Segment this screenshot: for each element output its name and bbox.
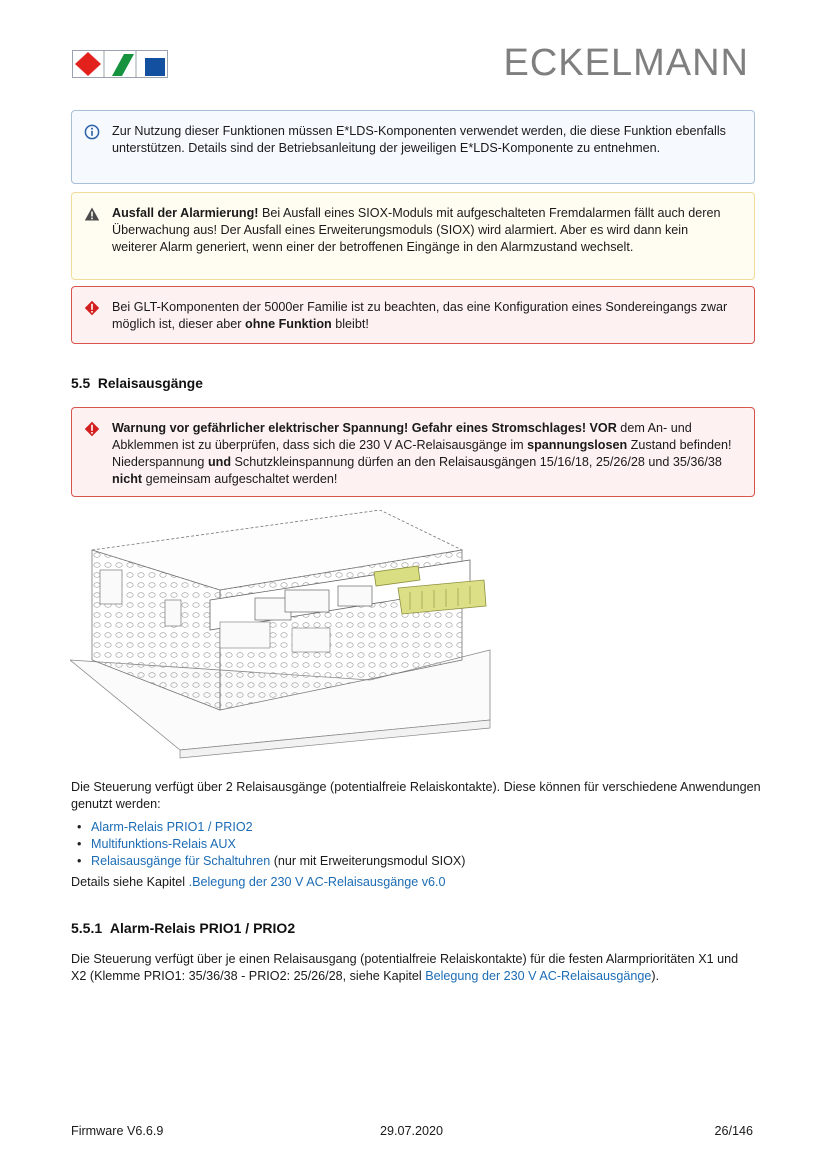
info-notice xyxy=(71,110,755,184)
subsection-text-b: ). xyxy=(651,969,660,983)
subsection-title: Alarm-Relais PRIO1 / PRIO2 xyxy=(109,920,296,936)
list-item xyxy=(71,853,761,870)
footer-page-number: 26/146 xyxy=(714,1124,753,1138)
logo-blue-square xyxy=(145,58,165,76)
danger-text-b: bleibt! xyxy=(331,317,369,331)
voltage-warning-text-b: Zustand befinden! Niederspannung xyxy=(112,438,732,469)
section-title: Relaisausgänge xyxy=(97,376,203,391)
voltage-warning-title: Warnung vor gefährlicher elektrischer Spannung! Gefahr eines Stromschlages! VOR xyxy=(112,421,617,435)
voltage-danger-notice xyxy=(71,407,755,497)
info-notice-text: Zur Nutzung dieser Funktionen müssen E*LDS-Komponenten verwendet werden, die diese Funktion ebenfalls unterstützen. Details sind der Betriebsanleitung der jeweiligen E*LDS-Komponente zu entnehmen. xyxy=(112,124,726,155)
subsection-number: 5.5.1 xyxy=(71,920,103,936)
controller-device-illustration xyxy=(70,510,500,765)
info-icon xyxy=(84,124,100,140)
voltage-warning-bold-d: nicht xyxy=(112,472,143,486)
footer-date: 29.07.2020 xyxy=(380,1124,444,1138)
details-prefix: Details siehe Kapitel xyxy=(71,875,189,889)
logo-green-parallelogram xyxy=(112,54,134,76)
subsection-paragraph xyxy=(71,951,751,985)
belegung-relais-link[interactable]: Belegung der 230 V AC-Relaisausgänge xyxy=(425,969,652,983)
warning-text: Bei Ausfall eines SIOX-Moduls mit aufgeschalteten Fremdalarmen fällt auch deren Überwachung aus! Der Ausfall eines Erweiterungsmoduls (SIOX) wird alarmiert. Aber es wird dann kein weiterer Alarm generiert, wenn einer der betroffenen Eingänge in den Alarmzustand wechselt. xyxy=(112,206,721,254)
warning-title: Ausfall der Alarmierung! xyxy=(112,206,259,220)
list-item xyxy=(71,819,761,836)
list-item xyxy=(71,836,761,853)
subsection-text-a: Die Steuerung verfügt über je einen Relaisausgang (potentialfreie Relaiskontakte) für die festen Alarmprioritäten X1 und X2 (Klemme PRIO1: 35/36/38 - PRIO2: 25/26/28, siehe Kapitel xyxy=(71,952,739,983)
danger-text-a: Bei GLT-Komponenten der 5000er Familie ist zu beachten, das eine Konfiguration eines Sondereingangs zwar möglich ist, dieser aber xyxy=(112,300,728,331)
danger-icon xyxy=(84,300,100,316)
subsection-heading xyxy=(71,920,295,937)
danger-bold: ohne Funktion xyxy=(245,317,332,331)
schaltuhren-link[interactable]: Relaisausgänge für Schaltuhren xyxy=(91,854,271,868)
warning-triangle-icon xyxy=(84,206,100,222)
footer-firmware: Firmware V6.6.9 xyxy=(71,1124,164,1138)
section-heading xyxy=(71,375,203,392)
list-item-suffix: (nur mit Erweiterungsmodul SIOX) xyxy=(270,854,466,868)
logo-red-diamond xyxy=(75,52,101,76)
eckelmann-logo xyxy=(72,50,168,78)
warning-notice xyxy=(71,192,755,280)
danger-notice xyxy=(71,286,755,344)
section-number: 5.5 xyxy=(71,376,91,391)
danger-icon xyxy=(84,421,100,437)
belegung-link[interactable]: .Belegung der 230 V AC-Relaisausgänge v6.0 xyxy=(188,875,446,889)
voltage-warning-text-c: Schutzkleinspannung dürfen an den Relaisausgängen 15/16/18, 25/26/28 und 35/36/38 xyxy=(231,455,722,469)
relay-intro: Die Steuerung verfügt über 2 Relaisausgänge (potentialfreie Relaiskontakte). Diese können für verschiedene Anwendungen genutzt werden: xyxy=(71,780,761,811)
voltage-warning-bold-c: und xyxy=(207,455,232,469)
details-reference xyxy=(71,874,761,891)
alarm-relais-link[interactable]: Alarm-Relais PRIO1 / PRIO2 xyxy=(91,820,253,834)
brand-name: ECKELMANN xyxy=(503,42,749,84)
relay-usage-list xyxy=(71,819,761,870)
multifunktions-relais-link[interactable]: Multifunktions-Relais AUX xyxy=(91,837,236,851)
voltage-warning-bold-b: spannungslosen xyxy=(527,438,628,452)
voltage-warning-text-d: gemeinsam aufgeschaltet werden! xyxy=(142,472,338,486)
voltage-warning-text-a: dem An- und Abklemmen ist zu überprüfen, dass sich die 230 V AC-Relaisausgänge im xyxy=(112,421,692,452)
